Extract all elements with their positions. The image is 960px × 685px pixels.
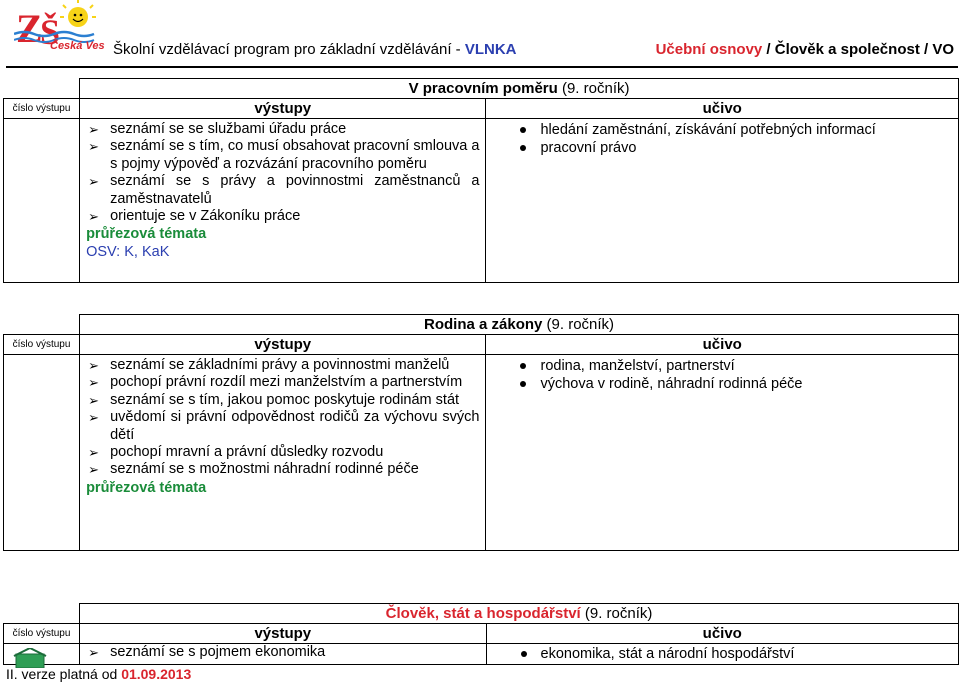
list-item: hledání zaměstnání, získávání potřebných informací (540, 121, 952, 139)
list-item: ➢ pochopí mravní a právní důsledky rozvodu (110, 444, 479, 461)
list-item: ➢ uvědomí si právní odpovědnost rodičů za výchovu svých dětí (110, 409, 479, 444)
section-title (80, 79, 959, 99)
cross-curricular-label: průřezová témata (86, 479, 207, 496)
column-ucivo: učivo (486, 624, 959, 644)
program-name-vlnka: VLNKA (464, 41, 517, 58)
content-list (487, 644, 959, 663)
empty-cell (4, 315, 80, 335)
osv-label: OSV (86, 244, 117, 261)
footer-logo-icon (12, 648, 52, 668)
cross-curricular-label: průřezová témata (86, 226, 207, 243)
outcome-number-cell (4, 119, 80, 283)
list-item: ➢ orientuje se v Zákoníku práce (110, 208, 479, 225)
breadcrumb-subject: / Člověk a společnost / VO (762, 41, 954, 58)
column-ucivo: učivo (486, 335, 959, 355)
content-cell (486, 644, 959, 665)
section-title-grade: (9. ročník) (557, 80, 630, 97)
content-cell (486, 119, 959, 283)
section-title-bold: Člověk, stát a hospodářství (385, 605, 581, 622)
footer-version (6, 666, 191, 682)
outcomes-cell (80, 119, 486, 283)
column-cislo-vystupu: číslo výstupu (4, 624, 80, 644)
column-vystupy: výstupy (80, 624, 486, 644)
outcome-number-cell (4, 355, 80, 551)
list-item: ekonomika, stát a národní hospodářství (541, 645, 953, 663)
content-cell (486, 355, 959, 551)
section-title-grade: (9. ročník) (580, 605, 653, 622)
empty-cell (4, 79, 80, 99)
osv-themes: : K, KaK (116, 244, 170, 261)
column-cislo-vystupu: číslo výstupu (4, 335, 80, 355)
column-vystupy: výstupy (80, 335, 486, 355)
cross-curricular-themes (80, 243, 485, 261)
content-list (486, 355, 958, 393)
section-title-bold: V pracovním poměru (408, 80, 558, 97)
outcomes-cell (80, 644, 486, 665)
list-item: ➢ seznámí se základními právy a povinnostmi manželů (110, 357, 479, 374)
svg-text:Z: Z (16, 6, 43, 51)
breadcrumb-ucebni-osnovy: Učební osnovy (655, 41, 763, 58)
column-cislo-vystupu: číslo výstupu (4, 99, 80, 119)
list-item: ➢ seznámí se s tím, co musí obsahovat pracovní smlouva a s pojmy výpověď a rozvázání pracovního poměru (110, 138, 479, 173)
list-item: ➢ seznámí se s možnostmi náhradní rodinné péče (110, 461, 479, 478)
section-table-economy (3, 603, 959, 665)
list-item: ➢ seznámí se s tím, jakou pomoc poskytuje rodinám stát (110, 392, 479, 409)
section-title (80, 604, 959, 624)
section-table-family (3, 314, 959, 551)
outcomes-cell (80, 355, 486, 551)
school-logo (14, 0, 106, 60)
subject-breadcrumb (656, 41, 954, 58)
section-title-grade: (9. ročník) (542, 316, 615, 333)
column-ucivo: učivo (486, 99, 959, 119)
outcomes-list (80, 355, 485, 479)
section-table-work (3, 78, 959, 283)
list-item: výchova v rodině, náhradní rodinná péče (540, 375, 952, 393)
column-vystupy: výstupy (80, 99, 486, 119)
school-program-title (113, 41, 517, 58)
list-item: pracovní právo (540, 139, 952, 157)
section-title (80, 315, 959, 335)
footer-version-date: 01.09.2013 (121, 666, 192, 682)
list-item: ➢ seznámí se s pojmem ekonomika (110, 644, 479, 661)
empty-cell (4, 604, 80, 624)
page-header (0, 0, 960, 76)
logo-text: Česká Ves (50, 40, 105, 52)
program-title-text: Školní vzdělávací program pro základní vzdělávání - (113, 41, 465, 58)
section-title-bold: Rodina a zákony (424, 316, 543, 333)
footer-version-text: II. verze platná od (6, 666, 122, 682)
outcomes-list (80, 119, 485, 225)
list-item: rodina, manželství, partnerství (540, 357, 952, 375)
svg-text:Š: Š (40, 12, 61, 52)
list-item: ➢ seznámí se se službami úřadu práce (110, 121, 479, 138)
header-divider (6, 66, 958, 68)
outcomes-list (80, 644, 485, 661)
content-list (486, 119, 958, 157)
list-item: ➢ pochopí právní rozdíl mezi manželstvím a partnerstvím (110, 374, 479, 391)
list-item: ➢ seznámí se s právy a povinnostmi zaměstnanců a zaměstnavatelů (110, 173, 479, 208)
